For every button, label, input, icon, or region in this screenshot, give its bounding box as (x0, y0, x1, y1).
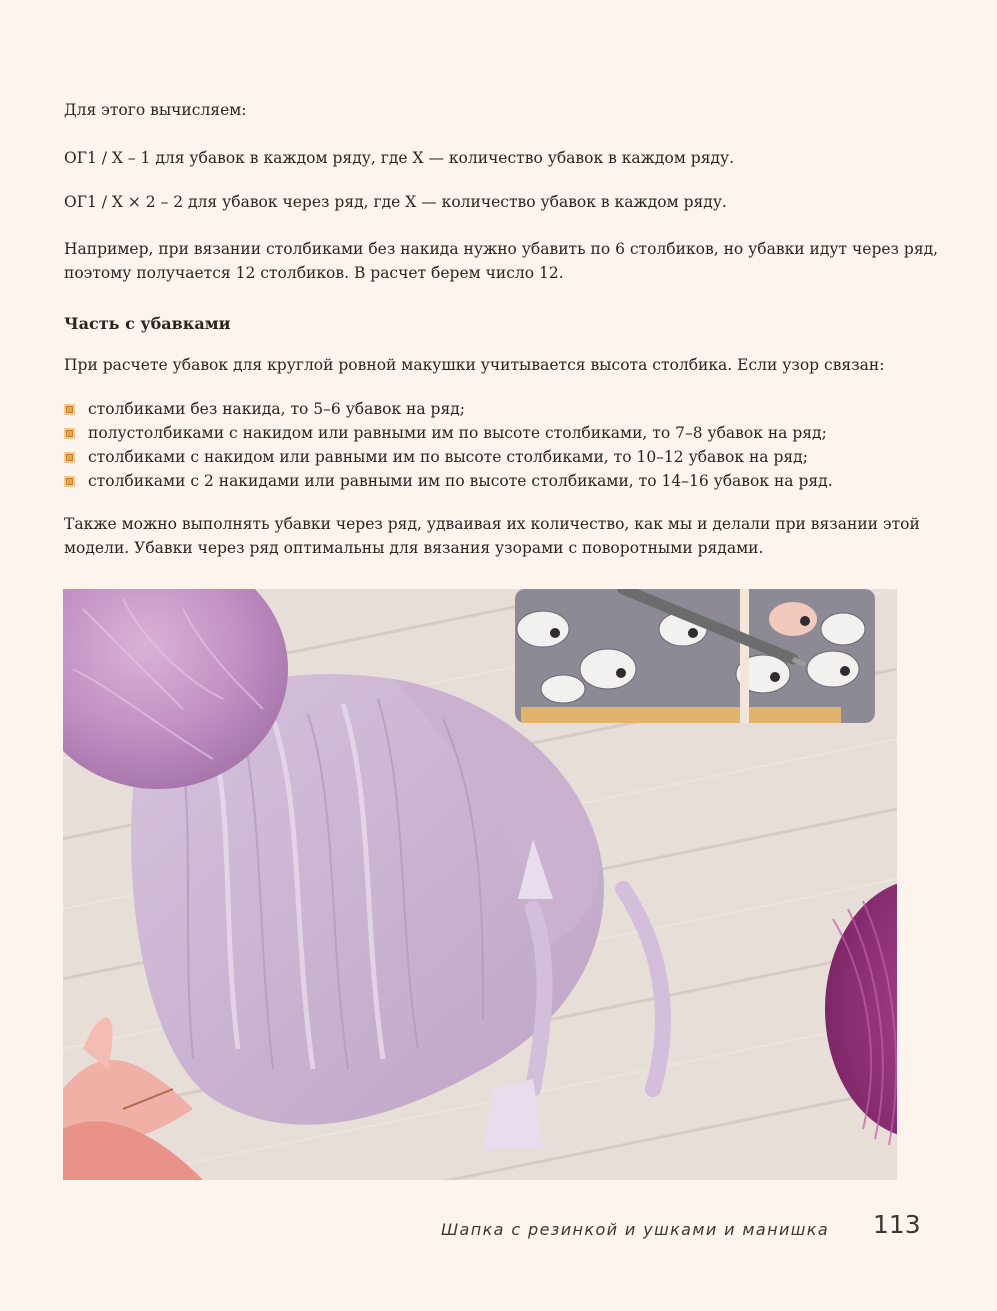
example-line-1: Например, при вязании столбиками без накида нужно убавить по 6 столбиков, но убавки идут через ряд, (64, 240, 939, 258)
bullet-icon (64, 476, 75, 487)
section-heading: Часть с убавками (64, 314, 231, 333)
list-item-text: столбиками с 2 накидами или равными им по высоте столбиками, то 14–16 убавок на ряд. (88, 472, 833, 490)
closing-line-1: Также можно выполнять убавки через ряд, удваивая их количество, как мы и делали при вязании этой (64, 515, 920, 533)
notebook (515, 589, 875, 723)
list-item-text: полустолбиками с накидом или равными им по высоте столбиками, то 7–8 убавок на ряд; (88, 424, 827, 442)
list-item (64, 397, 833, 421)
list-item (64, 469, 833, 493)
intro-text: Для этого вычисляем: (64, 101, 247, 119)
section-intro: При расчете убавок для круглой ровной макушки учитывается высота столбика. Если узор связан: (64, 356, 885, 374)
page-number: 113 (873, 1210, 921, 1239)
bullet-icon (64, 452, 75, 463)
list-item-text: столбиками без накида, то 5–6 убавок на ряд; (88, 400, 466, 418)
closing-line-2: модели. Убавки через ряд оптимальны для вязания узорами с поворотными рядами. (64, 539, 764, 557)
bullet-icon (64, 428, 75, 439)
bullet-icon (64, 404, 75, 415)
list-item-text: столбиками с накидом или равными им по высоте столбиками, то 10–12 убавок на ряд; (88, 448, 808, 466)
example-line-2: поэтому получается 12 столбиков. В расчет берем число 12. (64, 264, 564, 282)
footer-title: Шапка с резинкой и ушками и манишка (441, 1220, 830, 1239)
list-item (64, 421, 833, 445)
formula-each-row: ОГ1 / Х – 1 для убавок в каждом ряду, где Х — количество убавок в каждом ряду. (64, 149, 735, 167)
list-item (64, 445, 833, 469)
bullet-list (64, 397, 833, 493)
formula-every-other-row: ОГ1 / Х × 2 – 2 для убавок через ряд, где Х — количество убавок в каждом ряду. (64, 193, 727, 211)
hat-photo (63, 589, 897, 1180)
